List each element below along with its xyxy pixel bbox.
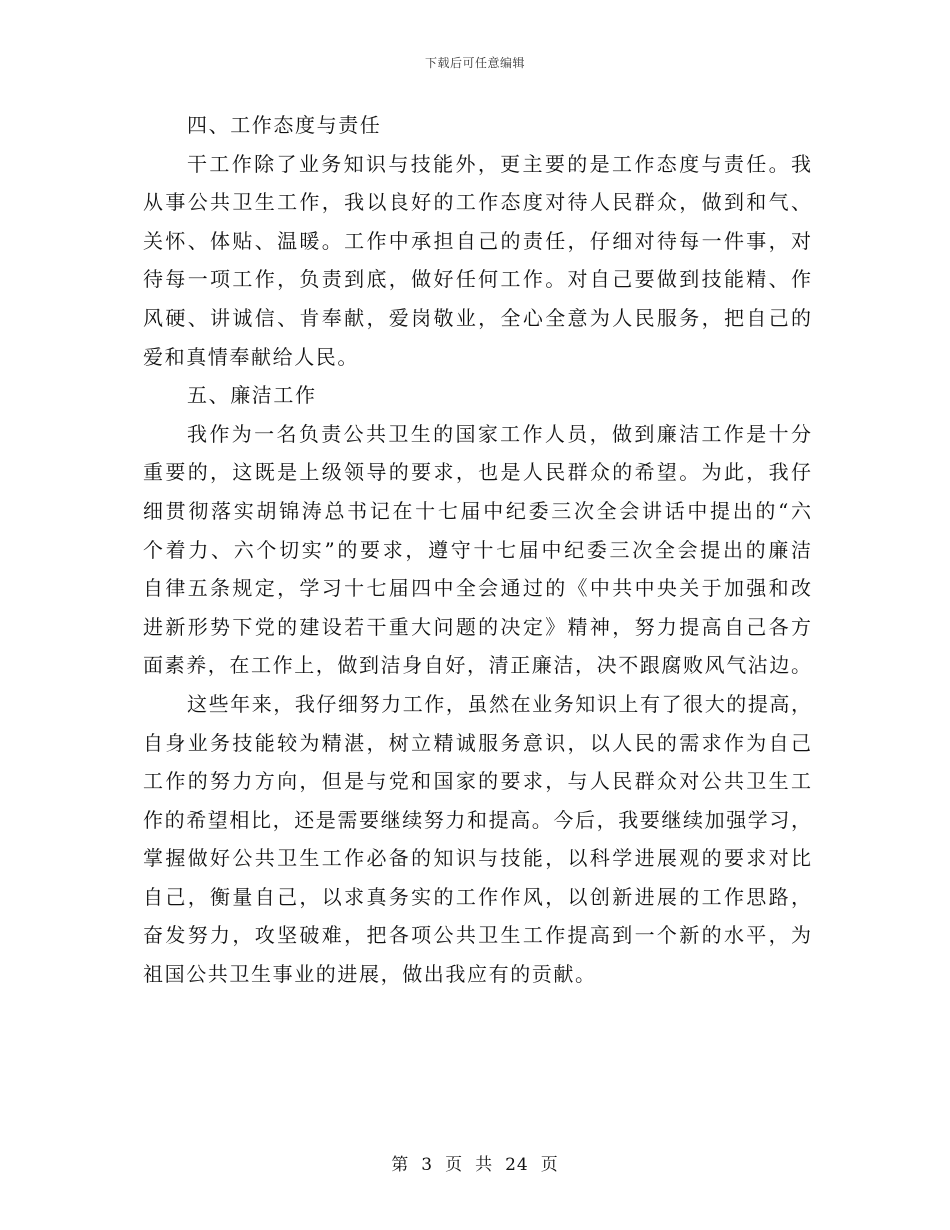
- paragraph-line: 掌握做好公共卫生工作必备的知识与技能，以科学进展观的要求对比: [143, 846, 811, 871]
- paragraph-line: 面素养，在工作上，做到洁身自好，清正廉洁，决不跟腐败风气沾边。: [143, 653, 811, 678]
- paragraph-line: 作的希望相比，还是需要继续努力和提高。今后，我要继续加强学习，: [143, 807, 811, 832]
- footer-di: 第: [391, 1155, 410, 1175]
- paragraph-line: 爱和真情奉献给人民。: [143, 344, 359, 369]
- paragraph-line: 这些年来，我仔细努力工作，虽然在业务知识上有了很大的提高，: [187, 691, 811, 716]
- paragraph-line: 风硬、讲诚信、肯奉献，爱岗敬业，全心全意为人民服务，把自己的: [143, 305, 811, 330]
- footer-ye: 页: [445, 1155, 464, 1175]
- document-body: [143, 106, 811, 994]
- paragraph-line: 祖国公共卫生事业的进展，做出我应有的贡献。: [143, 962, 597, 987]
- paragraph-line: 个着力、六个切实”的要求，遵守十七届中纪委三次全会提出的廉洁: [143, 537, 811, 562]
- page-number-footer: [0, 1150, 950, 1175]
- paragraph-line: 重要的，这既是上级领导的要求，也是人民群众的希望。为此，我仔: [143, 460, 811, 485]
- footer-ye-end: 页: [540, 1155, 559, 1175]
- section-heading-attitude: 四、工作态度与责任: [187, 113, 382, 137]
- paragraph-line: 关怀、体贴、温暖。工作中承担自己的责任，仔细对待每一件事，对: [143, 228, 811, 253]
- paragraph-line: 自身业务技能较为精湛，树立精诚服务意识，以人民的需求作为自己: [143, 730, 811, 755]
- paragraph-line: 细贯彻落实胡锦涛总书记在十七届中纪委三次全会讲话中提出的“六: [143, 498, 811, 523]
- header-note: 下载后可任意编辑: [424, 56, 525, 70]
- footer-gong: 共: [475, 1155, 494, 1175]
- paragraph-line: 我作为一名负责公共卫生的国家工作人员，做到廉洁工作是十分: [187, 421, 811, 446]
- paragraph-line: 奋发努力，攻坚破难，把各项公共卫生工作提高到一个新的水平，为: [143, 923, 811, 948]
- paragraph-line: 待每一项工作，负责到底，做好任何工作。对自己要做到技能精、作: [143, 267, 811, 292]
- paragraph-line: 工作的努力方向，但是与党和国家的要求，与人民群众对公共卫生工: [143, 769, 811, 794]
- paragraph-line: 自律五条规定，学习十七届四中全会通过的《中共中央关于加强和改: [143, 576, 811, 601]
- paragraph-line: 干工作除了业务知识与技能外，更主要的是工作态度与责任。我: [187, 151, 811, 176]
- paragraph-line: 自己，衡量自己，以求真务实的工作作风，以创新进展的工作思路，: [143, 884, 811, 909]
- paragraph-line: 从事公共卫生工作，我以良好的工作态度对待人民群众，做到和气、: [143, 190, 811, 215]
- section-heading-integrity: 五、廉洁工作: [187, 383, 317, 408]
- paragraph-line: 进新形势下党的建设若干重大问题的决定》精神，努力提高自己各方: [143, 614, 811, 639]
- footer-current-page: 3: [421, 1155, 434, 1175]
- footer-total-pages: 24: [505, 1155, 529, 1175]
